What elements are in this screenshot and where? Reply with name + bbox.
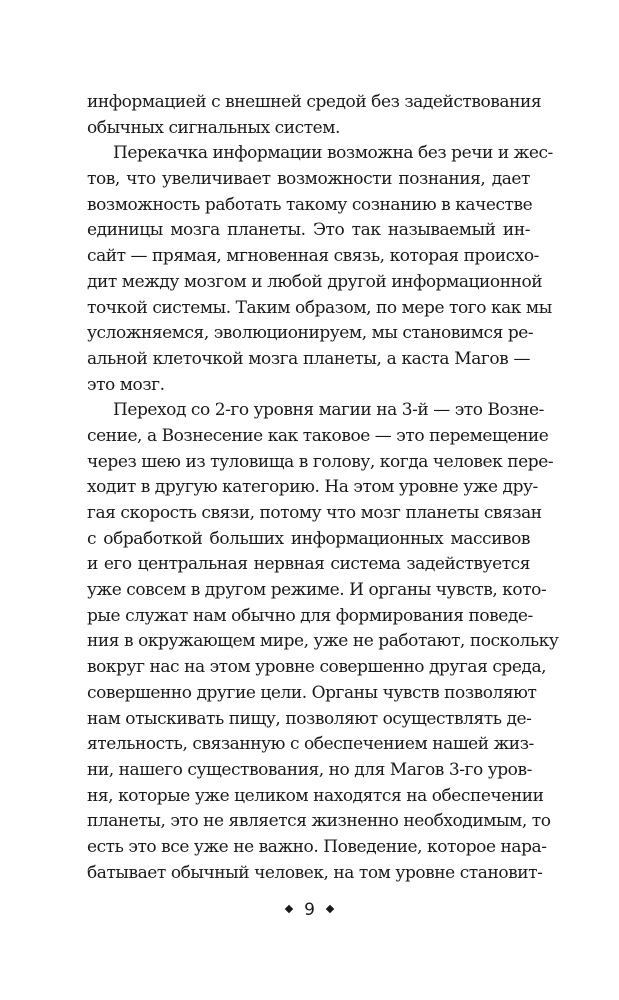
text-line: обычных сигнальных систем. xyxy=(87,117,340,138)
text-line: есть это все уже не важно. Поведение, которое нара- xyxy=(87,836,547,857)
text-line: планеты, это не является жизненно необходимым, то xyxy=(87,811,551,832)
text-line: ня, которые уже целиком находятся на обеспечении xyxy=(87,785,544,806)
text-line: через шею из туловища в голову, когда человек пере- xyxy=(87,451,554,472)
text-line: и его центральная нервная система задействуется xyxy=(87,554,530,575)
page-number: 9 xyxy=(304,900,315,920)
text-line: это мозг. xyxy=(87,374,165,395)
body-text xyxy=(87,90,559,886)
text-line: батывает обычный человек, на том уровне становит- xyxy=(87,862,543,883)
text-line: информацией с внешней средой без задействования xyxy=(87,92,542,112)
text-line: уже совсем в другом режиме. И органы чувств, кото- xyxy=(87,580,547,601)
text-line: точкой системы. Таким образом, по мере того как мы xyxy=(87,297,552,318)
page-footer xyxy=(0,898,619,922)
text-line: возможность работать такому сознанию в качестве xyxy=(87,194,533,215)
text-line: совершенно другие цели. Органы чувств позволяют xyxy=(87,682,537,703)
text-line: ни, нашего существования, но для Магов 3-го уров- xyxy=(87,759,532,780)
text-line: ния в окружающем мире, уже не работают, поскольку xyxy=(87,631,559,652)
diamond-ornament-icon xyxy=(326,904,334,912)
text-line: тов, что увеличивает возможности познания, дает xyxy=(87,169,530,190)
text-line: рые служат нам обычно для формирования поведе- xyxy=(87,605,533,626)
text-line: сение, а Вознесение как таковое — это перемещение xyxy=(87,425,549,446)
text-line: дит между мозгом и любой другой информационной xyxy=(87,271,543,292)
diamond-ornament-icon xyxy=(285,904,293,912)
text-line: ходит в другую категорию. На этом уровне уже дру- xyxy=(87,477,538,498)
paragraph-first-line: Перекачка информации возможна без речи и жес- xyxy=(113,143,553,164)
text-line: нам отыскивать пищу, позволяют осуществлять де- xyxy=(87,708,532,729)
text-line: сайт — прямая, мгновенная связь, которая происхо- xyxy=(87,246,539,267)
text-line: с обработкой больших информационных массивов xyxy=(87,528,530,549)
text-line: единицы мозга планеты. Это так называемый ин- xyxy=(87,220,530,241)
paragraph-first-line: Переход со 2-го уровня магии на 3-й — это Возне- xyxy=(113,400,544,421)
text-line: альной клеточкой мозга планеты, а каста Магов — xyxy=(87,348,530,369)
text-line: гая скорость связи, потому что мозг планеты связан xyxy=(87,503,542,523)
text-line: вокруг нас на этом уровне совершенно другая среда, xyxy=(87,657,547,678)
text-line: ятельность, связанную с обеспечением нашей жиз- xyxy=(87,734,534,755)
text-line: усложняемся, эволюционируем, мы становимся ре- xyxy=(87,323,534,344)
